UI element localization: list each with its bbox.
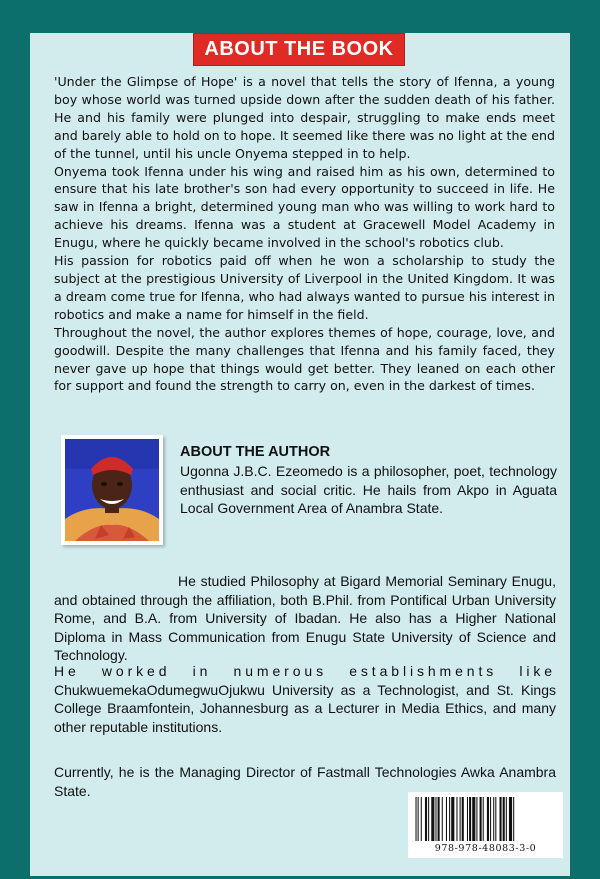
barcode-bar bbox=[428, 797, 429, 841]
barcode-bar bbox=[513, 797, 514, 841]
author-current-role: Currently, he is the Managing Director of Fastmall Technologies Awka Anambra State. bbox=[54, 764, 556, 799]
barcode-bar bbox=[467, 797, 468, 841]
barcode-bar bbox=[442, 797, 443, 841]
barcode-bar bbox=[503, 797, 505, 841]
barcode-bar bbox=[509, 797, 512, 841]
synopsis-paragraph: His passion for robotics paid off when he won a scholarship to study the subject at the prestigious University of Liverpool in the United Kingdom. It was a dream come true for Ifenna, who had always wanted to pursue his interest in robotics and make a name for himself in the field. bbox=[54, 253, 555, 322]
barcode-bar bbox=[456, 797, 457, 841]
barcode-bar bbox=[487, 797, 489, 841]
author-education: He studied Philosophy at Bigard Memorial Seminary Enugu, and obtained through the affiliation, both B.Phil. from Pontifical Urban University Rome, and B.A. from University of Ibadan. He also has a Higher National Diploma in Mass Communication from Enugu State University of Science and Technology. bbox=[54, 573, 556, 664]
barcode-bar bbox=[460, 797, 461, 841]
author-portrait-image bbox=[65, 439, 159, 541]
isbn-barcode bbox=[408, 792, 563, 858]
author-work-history bbox=[54, 662, 556, 736]
about-the-book-title: ABOUT THE BOOK bbox=[193, 33, 405, 66]
barcode-bar bbox=[416, 797, 417, 841]
barcode-bar bbox=[438, 797, 440, 841]
barcode-bar bbox=[421, 797, 422, 841]
barcode-bar bbox=[500, 797, 502, 841]
barcode-bars bbox=[414, 797, 557, 841]
author-work-lead: He worked in numerous establishments like bbox=[54, 663, 556, 679]
barcode-bar bbox=[506, 797, 507, 841]
barcode-bar bbox=[431, 797, 434, 841]
synopsis-paragraph: Onyema took Ifenna under his wing and raised him as his own, determined to ensure that his late brother's son had every opportunity to succeed in life. He saw in Ifenna a bright, determined young man who was willing to work hard to achieve his dreams. Ifenna was a student at Gracewell Model Academy in Enugu, where he quickly became involved in the school's robotics club. bbox=[54, 163, 555, 251]
synopsis-paragraph: Throughout the novel, the author explores themes of hope, courage, love, and goodwill. Despite the many challenges that Ifenna and his family faced, they never gave up hope that things would get better. They leaned on each other for support and found the strength to carry on, even in the darkest of times. bbox=[54, 324, 555, 394]
barcode-bar bbox=[472, 797, 475, 841]
barcode-bar bbox=[449, 797, 450, 841]
about-the-author-heading: ABOUT THE AUTHOR bbox=[180, 444, 331, 460]
author-intro: Ugonna J.B.C. Ezeomedo is a philosopher, poet, technology enthusiast and social critic. He hails from Akpo in Aguata Local Government Area of Anambra State. bbox=[180, 463, 557, 516]
barcode-bar bbox=[483, 797, 484, 841]
barcode-bar bbox=[435, 797, 436, 841]
barcode-bar bbox=[480, 797, 482, 841]
isbn-number: 978-978-48083-3-0 bbox=[434, 843, 537, 854]
barcode-bar bbox=[425, 797, 427, 841]
synopsis-paragraph: 'Under the Glimpse of Hope' is a novel that tells the story of Ifenna, a young boy whose world was turned upside down after the sudden death of his father. He and his family were plunged into despair, struggling to make ends meet and barely able to hold on to hope. It seemed like there was no light at the end of the tunnel, until his uncle Onyema stepped in to help. bbox=[54, 74, 555, 161]
author-work-rest: ChukwuemekaOdumegwuOjukwu University as a Technologist, and St. Kings College Braamfontein, Johannesburg as a Lecturer in Media Ethics, and many other reputable institutions. bbox=[54, 681, 556, 735]
barcode-bar bbox=[490, 797, 491, 841]
barcode-bar bbox=[418, 797, 419, 841]
barcode-bar bbox=[495, 797, 496, 841]
author-photo bbox=[61, 435, 163, 545]
barcode-bar bbox=[446, 797, 447, 841]
barcode-bar bbox=[451, 797, 454, 841]
barcode-bar bbox=[462, 797, 464, 841]
barcode-bar bbox=[493, 797, 494, 841]
book-synopsis bbox=[54, 73, 555, 395]
barcode-bar bbox=[476, 797, 477, 841]
barcode-bar bbox=[469, 797, 471, 841]
